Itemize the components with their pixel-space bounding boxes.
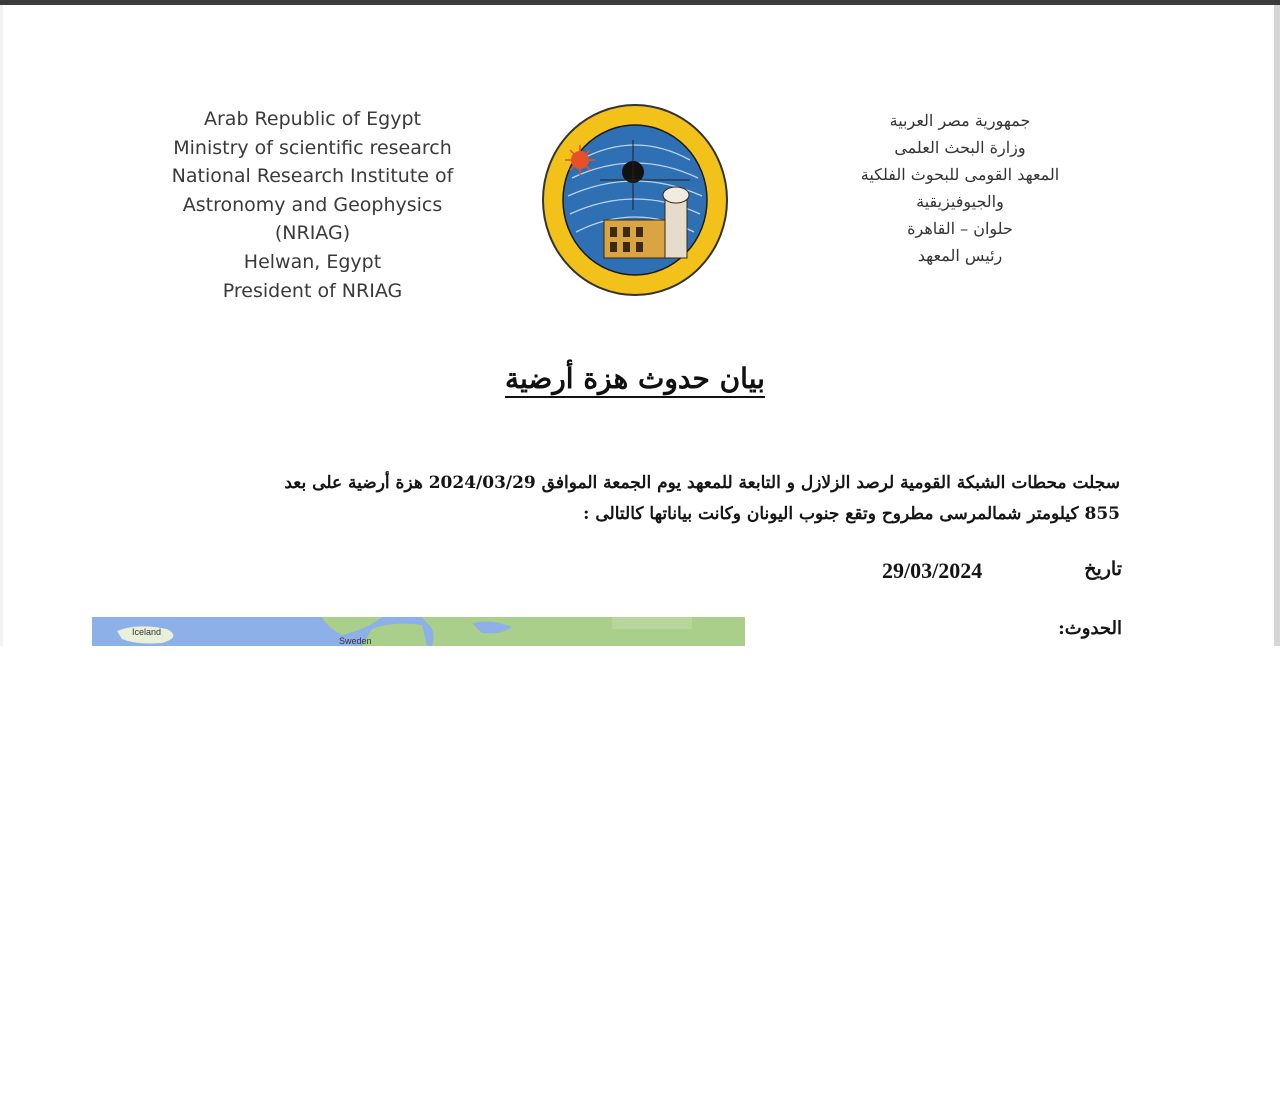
map-label: Iceland	[132, 627, 162, 637]
statement-line: 855 كيلومتر شمالمرسى مطروح وتقع جنوب اليونان وكانت بياناتها كالتالى :	[583, 504, 1120, 524]
english-letterhead-line: Ministry of scientific research	[173, 136, 452, 159]
english-letterhead-line: Helwan, Egypt	[243, 250, 382, 273]
map-land-icon	[92, 617, 745, 646]
arabic-letterhead-line: حلوان – القاهرة	[907, 219, 1013, 238]
nriag-seal-icon	[540, 100, 730, 300]
english-letterhead-line: Arab Republic of Egypt	[204, 108, 421, 130]
document-title: بيان حدوث هزة أرضية	[505, 362, 765, 395]
arabic-letterhead-line: رئيس المعهد	[917, 246, 1003, 265]
date-label: تاريخ	[1084, 558, 1122, 580]
english-letterhead	[140, 105, 485, 305]
map-label: Sweden	[339, 636, 372, 646]
statement-paragraph	[150, 468, 1120, 530]
vertical-scrollbar[interactable]	[1274, 5, 1280, 646]
statement-line: سجلت محطات الشبكة القومية لرصد الزلازل و التابعة للمعهد يوم الجمعة الموافق 2024/03/29 هزة أرضية على بعد	[284, 473, 1120, 493]
occurrence-label: الحدوث:	[1058, 618, 1122, 639]
english-letterhead-line: President of NRIAG	[222, 279, 403, 302]
epicenter-map	[92, 617, 745, 646]
arabic-letterhead-line: وزارة البحث العلمى	[894, 138, 1026, 157]
english-letterhead-line: (NRIAG)	[274, 222, 351, 245]
english-letterhead-line: National Research Institute of	[171, 165, 454, 188]
english-letterhead-line: Astronomy and Geophysics	[182, 193, 443, 216]
date-value: 29/03/2024	[882, 558, 983, 583]
arabic-letterhead-line: والجيوفيزيقية	[916, 192, 1004, 211]
arabic-letterhead	[830, 107, 1090, 269]
arabic-letterhead-line: جمهورية مصر العربية	[889, 111, 1031, 130]
blank-area	[0, 646, 1280, 1115]
arabic-letterhead-line: المعهد القومى للبحوث الفلكية	[860, 165, 1060, 184]
